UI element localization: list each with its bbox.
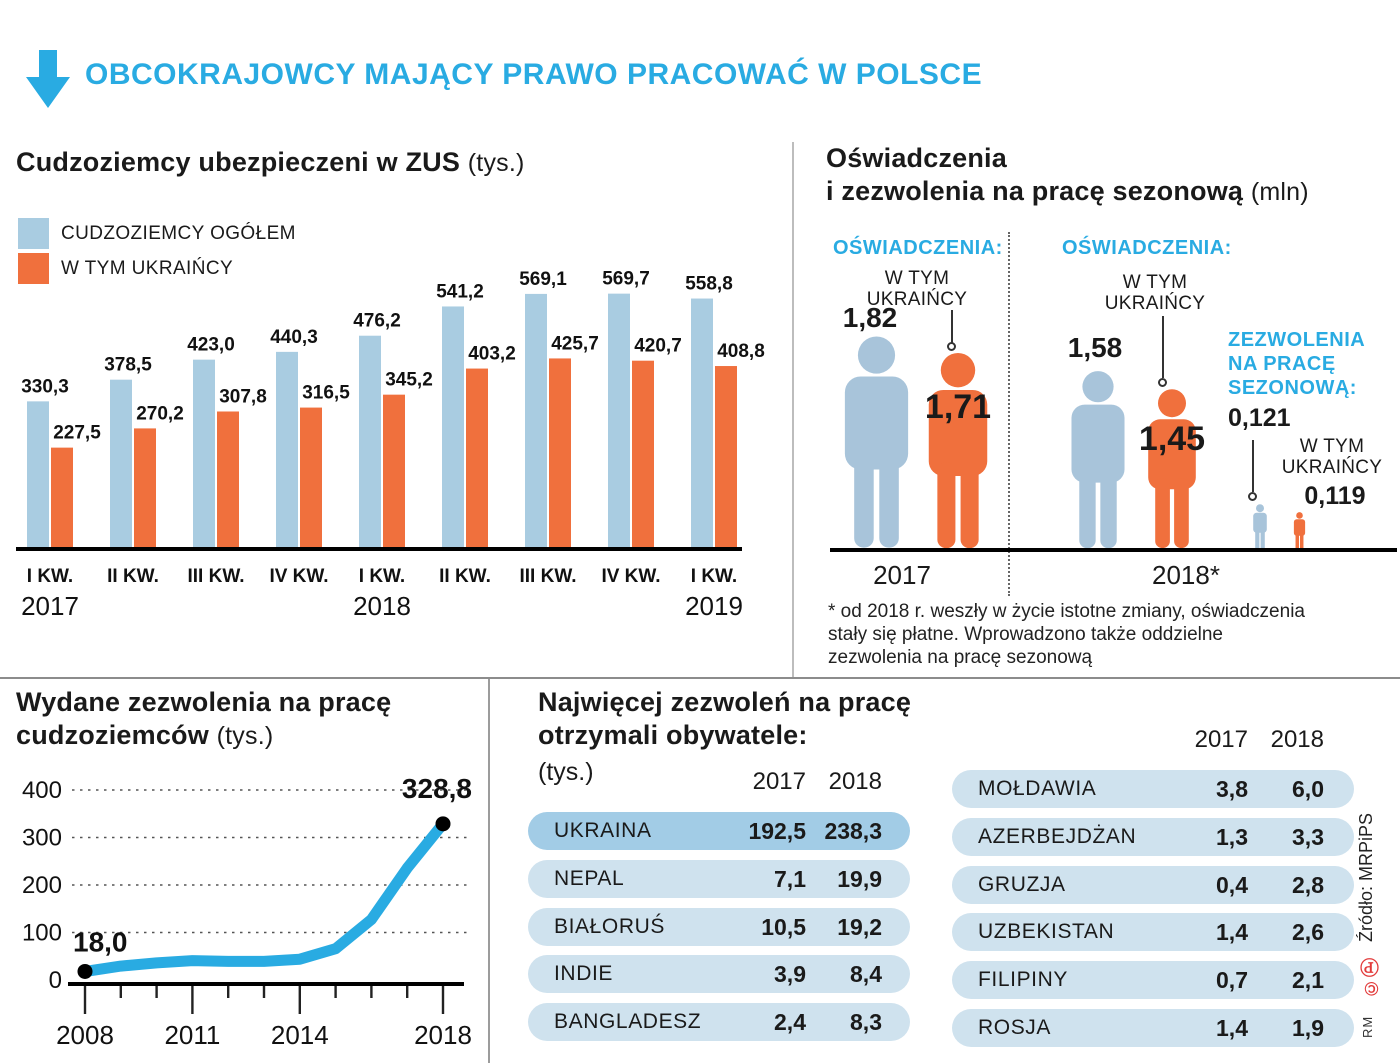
- value-2017-cell: 3,8: [1216, 776, 1248, 802]
- bar-w-tym-ukraincy: [300, 408, 322, 550]
- seasonal-callout-line: [1252, 440, 1254, 492]
- bar-w-tym-ukraincy: [466, 369, 488, 550]
- seasonal-callout-dot: [1248, 492, 1257, 501]
- bar-cudzoziemcy-ogolem: [691, 299, 713, 550]
- value-2017-cell: 7,1: [774, 866, 806, 892]
- x-axis-year-label: 2014: [270, 1020, 329, 1050]
- value-2018-cell: 1,9: [1292, 1015, 1324, 1041]
- permits-line-chart: [0, 758, 505, 1063]
- oswiadczenia-label-2018: OŚWIADCZENIA:: [1062, 237, 1232, 259]
- x-axis-quarter-label: II KW.: [107, 566, 159, 587]
- y-axis-tick-label: 300: [21, 824, 62, 852]
- copyright-marks: ©Ⓟ: [1361, 958, 1382, 998]
- bar-cudzoziemcy-ogolem: [442, 306, 464, 550]
- bar-w-tym-ukraincy: [383, 395, 405, 550]
- right-table-header-2017: 2017: [1194, 726, 1248, 753]
- pictogram-group-divider: [1008, 232, 1010, 596]
- value-2018-cell: 6,0: [1292, 776, 1324, 802]
- bar-value-label-blue: 330,3: [21, 376, 69, 398]
- value-2018-cell: 19,9: [837, 866, 882, 892]
- x-axis-quarter-label: III KW.: [519, 566, 577, 587]
- bar-w-tym-ukraincy: [715, 366, 737, 550]
- x-axis-quarter-label: IV KW.: [269, 566, 329, 587]
- pictogram-year-2018: 2018*: [1152, 560, 1220, 590]
- rm-mark: RM: [1360, 1015, 1375, 1038]
- line-chart-title-line1: Wydane zezwolenia na pracę: [16, 687, 392, 717]
- bar-value-label-orange: 420,7: [634, 335, 682, 357]
- country-cell: BANGLADESZ: [554, 1010, 702, 1033]
- y-axis-tick-label: 200: [21, 872, 62, 899]
- table-row: [528, 812, 910, 850]
- value-2018-cell: 8,3: [850, 1009, 882, 1035]
- bar-w-tym-ukraincy: [51, 448, 73, 550]
- bar-cudzoziemcy-ogolem: [110, 380, 132, 550]
- line-chart-unit: (tys.): [216, 722, 274, 750]
- x-axis-quarter-label: II KW.: [439, 566, 491, 587]
- total-2018-value: 1,58: [1067, 332, 1123, 363]
- horizontal-divider: [0, 677, 1400, 679]
- y-axis-tick-label: 0: [48, 967, 62, 994]
- country-cell: BIAŁORUŚ: [554, 915, 665, 938]
- x-axis-quarter-label: I KW.: [26, 566, 74, 587]
- line-chart-title: [16, 686, 391, 753]
- person-figure-ukraincy-2018: [1137, 388, 1207, 550]
- footnote-line3: zezwolenia na pracę sezonową: [828, 647, 1093, 668]
- bar-w-tym-ukraincy: [549, 358, 571, 550]
- bar-value-label-orange: 270,2: [136, 403, 184, 425]
- bar-value-label-blue: 558,8: [685, 273, 733, 295]
- left-table-header-2018: 2018: [828, 768, 882, 795]
- oswiadczenia-label-2017: OŚWIADCZENIA:: [833, 237, 1003, 259]
- country-cell: INDIE: [554, 962, 614, 985]
- table-row: [952, 866, 1354, 904]
- value-2018-cell: 2,6: [1292, 919, 1324, 945]
- data-point-label: 18,0: [73, 926, 128, 958]
- x-axis-quarter-label: I KW.: [690, 566, 738, 587]
- value-2018-cell: 2,1: [1292, 967, 1324, 993]
- seasonal-value: 0,121: [1228, 404, 1291, 432]
- table-row: [528, 908, 910, 946]
- zus-chart-title: [16, 146, 525, 180]
- value-2018-cell: 3,3: [1292, 824, 1324, 850]
- table-row: [528, 860, 910, 898]
- person-figure-seasonal-ukraincy: [1291, 512, 1308, 550]
- source-label: Źródło: MRPiPS: [1356, 812, 1376, 942]
- country-cell: ROSJA: [978, 1016, 1052, 1039]
- legend-item: [18, 218, 296, 249]
- legend-label: W TYM UKRAIŃCY: [61, 257, 234, 279]
- person-figure-seasonal: [1250, 504, 1270, 550]
- bar-value-label-orange: 345,2: [385, 369, 433, 391]
- value-2017-cell: 3,9: [774, 961, 806, 987]
- callout-seasonal-ukraincy: W TYM UKRAIŃCY: [1281, 436, 1383, 478]
- bar-value-label-orange: 316,5: [302, 382, 350, 404]
- x-axis-year-label: 2018: [353, 591, 411, 621]
- country-cell: GRUZJA: [978, 873, 1066, 896]
- x-axis-year-label: 2018: [414, 1020, 472, 1050]
- value-2018-cell: 238,3: [824, 818, 882, 844]
- vertical-divider-top: [792, 142, 794, 677]
- country-cell: MOŁDAWIA: [978, 777, 1097, 800]
- bar-value-label-blue: 569,7: [602, 268, 650, 290]
- bar-cudzoziemcy-ogolem: [27, 401, 49, 550]
- value-2017-cell: 1,4: [1216, 1015, 1248, 1041]
- callout-ukraincy-2018: W TYM UKRAIŃCY: [1104, 272, 1206, 314]
- table-row: [952, 961, 1354, 999]
- data-point-dot: [78, 964, 93, 979]
- tables-title-line2: otrzymali obywatele:: [538, 720, 808, 750]
- value-2017-cell: 192,5: [748, 818, 806, 844]
- data-point-label: 328,8: [401, 772, 472, 804]
- tables-unit: (tys.): [538, 758, 594, 786]
- bar-value-label-blue: 440,3: [270, 326, 318, 348]
- x-axis-quarter-label: III KW.: [187, 566, 245, 587]
- seasonal-ukraincy-value: 0,119: [1304, 482, 1366, 510]
- footnote-line1: * od 2018 r. weszły w życie istotne zmiany, oświadczenia: [828, 601, 1305, 622]
- table-row: [952, 770, 1354, 808]
- data-point-dot: [436, 816, 451, 831]
- x-axis-quarter-label: IV KW.: [601, 566, 661, 587]
- oswiadczenia-title: [826, 142, 1309, 209]
- footnote: [828, 600, 1400, 669]
- value-2017-cell: 2,4: [774, 1009, 806, 1035]
- zus-bar-svg: [0, 250, 770, 640]
- bar-value-label-blue: 423,0: [187, 334, 235, 356]
- bar-value-label-blue: 476,2: [353, 310, 401, 332]
- line-chart-title-line2: cudzoziemców (tys.): [16, 720, 274, 750]
- right-table-header-2018: 2018: [1270, 726, 1324, 753]
- footnote-line2: stały się płatne. Wprowadzono także oddzielne: [828, 624, 1224, 645]
- value-2017-cell: 10,5: [761, 914, 806, 940]
- oswiadczenia-title-line1: Oświadczenia: [826, 143, 1007, 173]
- zus-chart-unit: (tys.): [467, 149, 525, 177]
- x-axis-quarter-label: I KW.: [358, 566, 406, 587]
- y-axis-tick-label: 100: [21, 919, 62, 947]
- bar-cudzoziemcy-ogolem: [193, 360, 215, 550]
- callout-line-2018: [1162, 316, 1164, 378]
- x-axis-year-label: 2008: [56, 1020, 114, 1050]
- bar-w-tym-ukraincy: [217, 411, 239, 550]
- country-cell: UZBEKISTAN: [978, 920, 1115, 943]
- pictogram-year-2017: 2017: [873, 560, 931, 590]
- country-cell: FILIPINY: [978, 968, 1068, 991]
- bar-cudzoziemcy-ogolem: [525, 294, 547, 550]
- table-row: [952, 913, 1354, 951]
- table-row: [528, 1003, 910, 1041]
- left-country-table: [528, 812, 910, 1052]
- country-cell: UKRAINA: [554, 819, 652, 842]
- bar-w-tym-ukraincy: [134, 428, 156, 550]
- bar-value-label-orange: 408,8: [717, 341, 765, 363]
- x-axis-year-label: 2017: [21, 591, 79, 621]
- down-arrow-icon: [26, 50, 70, 110]
- table-row: [952, 1009, 1354, 1047]
- total-2017-value: 1,82: [842, 302, 898, 333]
- callout-ukraincy-2017: W TYM UKRAIŃCY: [866, 268, 968, 310]
- bar-value-label-orange: 227,5: [53, 422, 101, 444]
- person-figure-total-2018: [1059, 370, 1137, 550]
- bar-w-tym-ukraincy: [632, 361, 654, 550]
- ukraincy-2018-value: 1,45: [1138, 420, 1206, 458]
- tables-title: [538, 686, 911, 752]
- value-2018-cell: 19,2: [837, 914, 882, 940]
- value-2018-cell: 8,4: [850, 961, 882, 987]
- zus-bar-chart: [0, 250, 770, 645]
- zus-chart-title-text: Cudzoziemcy ubezpieczeni w ZUS: [16, 147, 461, 177]
- person-figure-ukraincy-2017: [915, 352, 1001, 550]
- value-2017-cell: 0,4: [1216, 872, 1248, 898]
- bar-value-label-blue: 378,5: [104, 354, 152, 376]
- bar-value-label-orange: 425,7: [551, 333, 599, 355]
- oswiadczenia-title-line2: i zezwolenia na pracę sezonową (mln): [826, 176, 1309, 206]
- bar-cudzoziemcy-ogolem: [276, 352, 298, 550]
- person-figure-total-2017: [830, 335, 923, 550]
- page-title: OBCOKRAJOWCY MAJĄCY PRAWO PRACOWAĆ W POLSCE: [85, 58, 983, 91]
- value-2017-cell: 1,4: [1216, 919, 1248, 945]
- seasonal-label: ZEZWOLENIA NA PRACĘ SEZONOWĄ:: [1228, 329, 1365, 399]
- callout-dot-2017: [947, 342, 956, 351]
- bar-value-label-orange: 403,2: [468, 343, 516, 365]
- pictogram-baseline: [830, 548, 1397, 552]
- table-row: [528, 955, 910, 993]
- tables-title-line1: Najwięcej zezwoleń na pracę: [538, 687, 912, 717]
- x-axis-year-label: 2011: [164, 1020, 221, 1050]
- legend-label: CUDZOZIEMCY OGÓŁEM: [61, 222, 296, 244]
- x-axis-year-label: 2019: [685, 591, 743, 621]
- bar-cudzoziemcy-ogolem: [608, 294, 630, 550]
- bar-value-label-blue: 569,1: [519, 268, 567, 290]
- callout-dot-2018: [1158, 378, 1167, 387]
- y-axis-tick-label: 400: [21, 777, 62, 804]
- left-table-header-2017: 2017: [752, 768, 806, 795]
- permits-data-line: [85, 824, 443, 972]
- table-row: [952, 818, 1354, 856]
- country-cell: NEPAL: [554, 867, 625, 890]
- bar-value-label-blue: 541,2: [436, 281, 484, 303]
- line-chart-svg: [0, 758, 505, 1063]
- value-2017-cell: 0,7: [1216, 967, 1248, 993]
- bar-value-label-orange: 307,8: [219, 386, 267, 408]
- value-2017-cell: 1,3: [1216, 824, 1248, 850]
- legend-swatch-blue: [18, 218, 49, 249]
- country-cell: AZERBEJDŻAN: [978, 825, 1137, 848]
- callout-line-2017: [951, 310, 953, 344]
- line-chart-baseline: [68, 982, 464, 986]
- bar-chart-baseline: [16, 547, 742, 551]
- bar-cudzoziemcy-ogolem: [359, 336, 381, 550]
- oswiadczenia-unit: (mln): [1250, 178, 1309, 206]
- ukraincy-2017-value: 1,71: [924, 388, 992, 426]
- right-country-table: [952, 770, 1354, 1058]
- value-2018-cell: 2,8: [1292, 872, 1324, 898]
